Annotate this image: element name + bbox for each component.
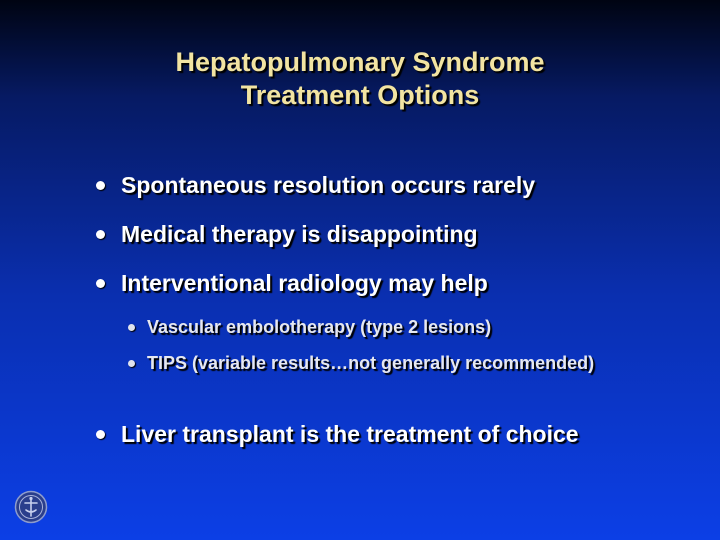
bullet-text: Medical therapy is disappointing — [121, 220, 478, 247]
bullet-item — [96, 219, 478, 249]
sub-bullet-item — [128, 314, 491, 340]
bullet-item — [96, 419, 579, 449]
sub-bullet-text: TIPS (variable results…not generally recommended) — [147, 352, 595, 373]
institution-seal-icon — [14, 490, 48, 524]
bullet-icon — [96, 279, 105, 288]
sub-bullet-icon — [128, 324, 135, 331]
bullet-icon — [96, 230, 105, 239]
bullet-icon — [96, 181, 105, 190]
bullet-text: Liver transplant is the treatment of choice — [121, 420, 579, 447]
sub-bullet-item — [128, 350, 594, 376]
sub-bullet-icon — [128, 360, 135, 367]
title-line-2: Treatment Options — [240, 80, 480, 110]
bullet-text: Interventional radiology may help — [121, 269, 488, 296]
bullet-item — [96, 170, 535, 200]
bullet-text: Spontaneous resolution occurs rarely — [121, 171, 536, 198]
sub-bullet-text: Vascular embolotherapy (type 2 lesions) — [147, 316, 492, 337]
bullet-item — [96, 268, 488, 298]
bullet-icon — [96, 430, 105, 439]
title-line-1: Hepatopulmonary Syndrome — [175, 47, 545, 77]
